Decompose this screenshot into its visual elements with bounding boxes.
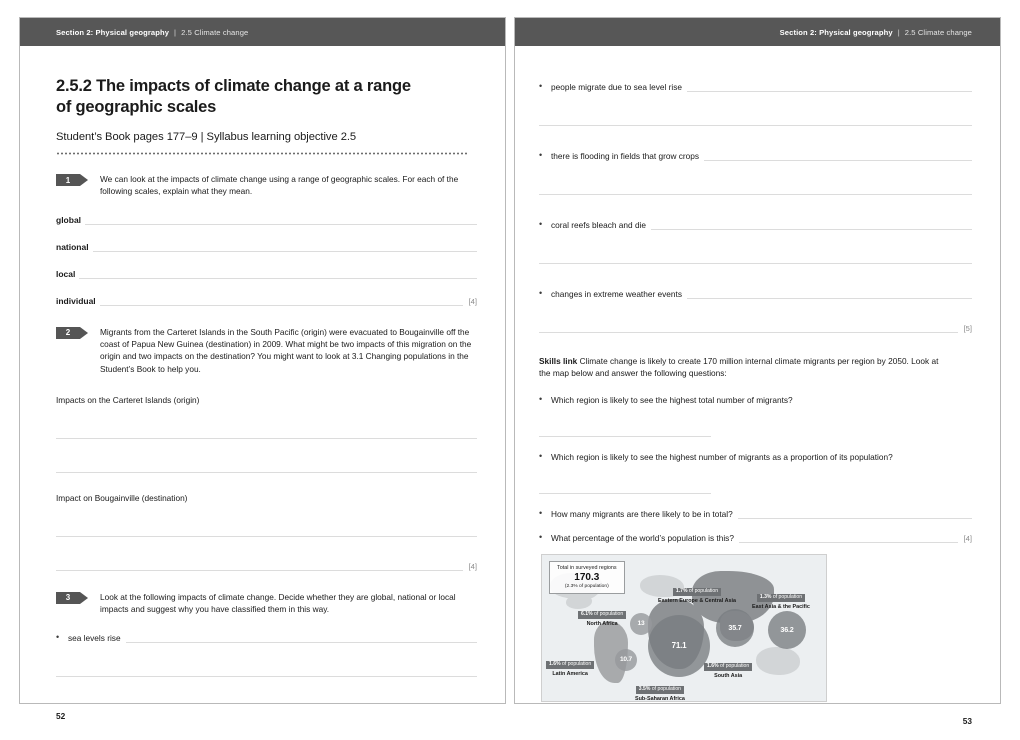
skills-question-4-text: What percentage of the world’s population is this? [551, 532, 734, 543]
bullet-dot-icon: • [539, 219, 543, 229]
tag-east-asia-pacific [752, 585, 810, 611]
bubble-east-asia-pacific: 36.2 [768, 611, 806, 649]
bullet-dot-icon: • [539, 150, 543, 160]
impact-label-sea-levels: sea levels rise [68, 633, 121, 644]
scale-label-national: national [56, 241, 89, 252]
skills-question-3 [539, 508, 972, 519]
tag-name-east-asia: East Asia & the Pacific [752, 604, 810, 611]
total-share: (2.3% of population) [564, 583, 609, 589]
right-page-body [515, 81, 1000, 740]
bullet-dot-icon: • [539, 507, 543, 518]
answer-line-individual[interactable] [100, 295, 463, 306]
bubble-latin-america: 10.7 [615, 649, 637, 671]
right-page [514, 17, 1001, 726]
answer-line-skills-3[interactable] [738, 508, 972, 519]
skills-question-1-text: Which region is likely to see the highest total number of migrants? [551, 394, 793, 405]
tag-pct-east-asia [757, 594, 805, 602]
answer-line-sea-levels[interactable] [126, 632, 477, 643]
page-title: 2.5.2 The impacts of climate change at a range of geographic scales [56, 77, 411, 117]
running-head-right [515, 18, 1000, 46]
answer-line-local[interactable] [79, 268, 477, 279]
question-3-marks: [5] [963, 324, 972, 334]
skills-link-marks: [4] [963, 534, 972, 544]
dotted-rule [56, 152, 468, 155]
skills-link-text: Climate change is likely to create 170 million internal climate migrants per region by 2050. Look at the map below and answer the following questions: [539, 356, 939, 379]
answer-line-skills-2[interactable] [539, 483, 711, 494]
question-1-number: 1 [56, 174, 80, 186]
tag-name-north-africa: North Africa [586, 621, 618, 628]
skills-question-2 [539, 451, 972, 462]
question-3-text: Look at the following impacts of climate change. Decide whether they are global, national or local impacts and suggest why you have classified them in this way. [100, 591, 456, 615]
tag-pct-south-asia [704, 663, 752, 671]
page-number-left: 52 [56, 711, 66, 721]
bullet-dot-icon: • [539, 450, 543, 461]
answer-row-individual [56, 295, 477, 306]
question-2-destination-caption: Impact on Bougainville (destination) [56, 492, 188, 503]
running-head-topic-right: 2.5 Climate change [904, 27, 972, 37]
answer-line-flooding[interactable] [704, 150, 972, 161]
tag-north-africa [578, 602, 626, 628]
answer-row-destination-2 [56, 560, 477, 571]
answer-row-global [56, 214, 477, 225]
skills-link-label: Skills link [539, 356, 578, 366]
tag-pct-eastern-europe [673, 588, 721, 596]
bubble-south-asia: 35.7 [716, 609, 754, 647]
question-2-marks: [4] [468, 562, 477, 572]
answer-line-destination-2[interactable] [56, 560, 463, 571]
answer-line-flooding-2[interactable] [539, 184, 972, 195]
answer-line-coral[interactable] [651, 219, 972, 230]
pct-suffix-north-africa: of population [594, 610, 624, 617]
skills-question-3-text: How many migrants are there likely to be in total? [551, 508, 733, 519]
impact-bullet-coral [539, 219, 972, 230]
bubble-eastern-europe-central-asia: 13 [630, 613, 652, 635]
pct-value-east-asia: 1.3% [759, 593, 772, 600]
tag-pct-latin-america [546, 661, 594, 669]
pct-value-north-africa: 6.1% [581, 610, 593, 617]
left-page [19, 17, 506, 721]
scale-label-global: global [56, 214, 82, 225]
running-head-section-right: Section 2: Physical geography [779, 27, 893, 37]
tag-sub-saharan-africa [635, 677, 685, 703]
question-2 [56, 326, 477, 375]
bullet-dot-icon: • [539, 81, 543, 91]
impact-bullet-migrate [539, 81, 972, 92]
answer-line-coral-2[interactable] [539, 253, 972, 264]
impact-label-migrate: people migrate due to sea level rise [551, 82, 682, 92]
scale-label-local: local [56, 268, 76, 279]
answer-line-q3-extra[interactable] [56, 666, 477, 677]
answer-line-national[interactable] [93, 241, 477, 252]
answer-line-weather[interactable] [687, 288, 972, 299]
running-head-separator: | [174, 27, 177, 37]
question-1-marks: [4] [468, 297, 477, 307]
skills-question-4 [539, 532, 972, 543]
answer-line-skills-4[interactable] [739, 532, 958, 543]
running-head-separator-right: | [897, 27, 900, 37]
question-1 [56, 173, 477, 198]
answer-line-global[interactable] [85, 214, 477, 225]
scale-label-individual: individual [56, 295, 96, 306]
question-2-origin-caption: Impacts on the Carteret Islands (origin) [56, 394, 200, 405]
climate-migrants-map [541, 554, 827, 702]
answer-row-weather-2 [539, 322, 972, 333]
running-head-section: Section 2: Physical geography [56, 27, 170, 37]
tag-name-sub-saharan: Sub-Saharan Africa [635, 696, 685, 703]
impact-bullet-sea-levels [56, 632, 477, 643]
total-label: Total in surveyed regions [557, 564, 617, 571]
question-3 [56, 591, 477, 616]
bullet-dot-icon: • [539, 531, 543, 542]
page-number-right: 53 [962, 716, 972, 726]
question-2-number: 2 [56, 327, 80, 339]
answer-line-origin-1[interactable] [56, 428, 477, 439]
answer-line-weather-2[interactable] [539, 322, 958, 333]
bullet-dot-icon: • [56, 632, 60, 643]
running-head-left [20, 18, 505, 46]
impact-label-weather: changes in extreme weather events [551, 289, 682, 299]
bullet-dot-icon: • [539, 288, 543, 298]
pct-suffix-east-asia: of population [772, 593, 803, 600]
tag-eastern-europe-central-asia [658, 579, 736, 605]
pct-suffix-south-asia: of population [720, 662, 750, 669]
tag-pct-sub-saharan [636, 686, 684, 694]
question-2-text: Migrants from the Carteret Islands in the South Pacific (origin) were evacuated to Bougainville off the coast of Papua New Guinea (destination) in 2009. What might be two impacts of this migration on the origin and two impacts on the destination? You might want to look at 3.1 Changing populations in the Student’s Book to help you. [100, 326, 472, 374]
skills-question-1 [539, 394, 972, 405]
impact-bullet-weather [539, 288, 972, 299]
answer-line-origin-2[interactable] [56, 462, 477, 473]
skills-question-2-text: Which region is likely to see the highest number of migrants as a proportion of its population? [551, 451, 893, 462]
answer-line-migrate[interactable] [687, 81, 972, 92]
running-head-topic: 2.5 Climate change [181, 27, 249, 37]
answer-line-destination-1[interactable] [56, 526, 477, 537]
pct-suffix-latin-america: of population [562, 660, 592, 667]
tag-latin-america [546, 652, 594, 678]
impact-label-coral: coral reefs bleach and die [551, 220, 647, 230]
total-value: 170.3 [574, 571, 600, 583]
total-surveyed-box [549, 561, 625, 594]
question-1-text: We can look at the impacts of climate change using a range of geographic scales. For each of the following scales, explain what they mean. [100, 174, 459, 197]
impact-bullet-flooding [539, 150, 972, 161]
pct-value-south-asia: 1.6% [707, 662, 719, 669]
left-page-body [20, 76, 505, 735]
tag-pct-north-africa [578, 611, 626, 619]
question-3-number: 3 [56, 592, 80, 604]
pct-value-eastern-europe: 1.7% [675, 587, 688, 594]
skills-link-block [539, 355, 939, 380]
page-subtitle: Student’s Book pages 177–9 | Syllabus learning objective 2.5 [56, 131, 357, 144]
bullet-dot-icon: • [539, 393, 543, 404]
impact-label-flooding: there is flooding in fields that grow crops [551, 151, 700, 161]
tag-name-south-asia: South Asia [714, 673, 743, 680]
pct-suffix-eastern-europe: of population [688, 587, 719, 594]
tag-south-asia [704, 654, 752, 680]
pct-value-sub-saharan: 3.5% [638, 685, 651, 692]
answer-line-migrate-2[interactable] [539, 115, 972, 126]
landmass-australia [756, 647, 800, 675]
answer-line-skills-1[interactable] [539, 426, 711, 437]
pct-value-latin-america: 1.6% [549, 660, 561, 667]
tag-name-eastern-europe: Eastern Europe & Central Asia [658, 598, 736, 605]
pct-suffix-sub-saharan: of population [651, 685, 682, 692]
answer-row-national [56, 241, 477, 252]
tag-name-latin-america: Latin America [552, 671, 588, 678]
answer-row-local [56, 268, 477, 279]
bubble-sub-saharan-africa: 71.1 [648, 615, 710, 677]
